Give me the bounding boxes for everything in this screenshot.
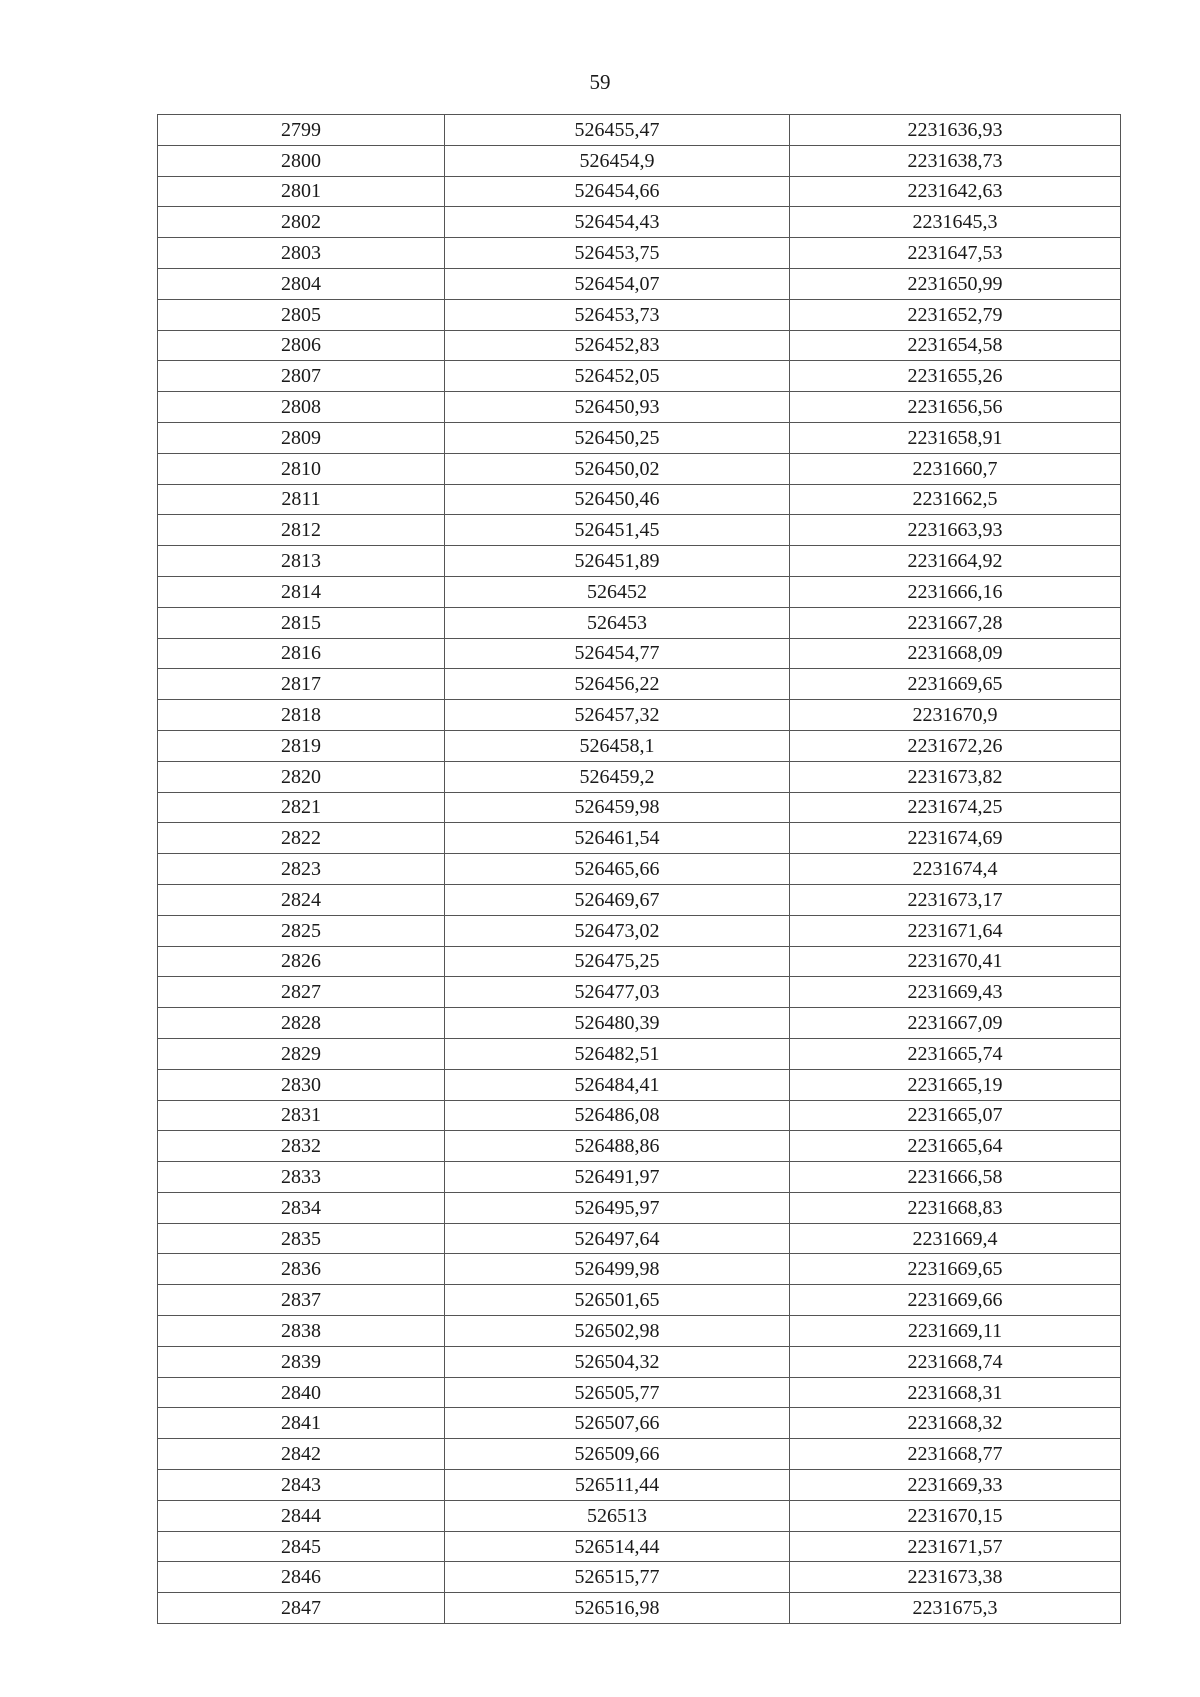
table-row — [158, 268, 1121, 299]
y-coordinate-cell: 2231673,38 — [790, 1562, 1121, 1593]
y-coordinate-cell: 2231654,58 — [790, 330, 1121, 361]
table-row — [158, 1192, 1121, 1223]
y-coordinate-cell: 2231668,77 — [790, 1439, 1121, 1470]
y-coordinate-cell: 2231667,28 — [790, 607, 1121, 638]
table-row — [158, 1223, 1121, 1254]
point-number-cell: 2828 — [158, 1008, 445, 1039]
point-number-cell: 2841 — [158, 1408, 445, 1439]
point-number-cell: 2822 — [158, 823, 445, 854]
point-number-cell: 2808 — [158, 392, 445, 423]
y-coordinate-cell: 2231669,65 — [790, 669, 1121, 700]
y-coordinate-cell: 2231660,7 — [790, 453, 1121, 484]
y-coordinate-cell: 2231669,4 — [790, 1223, 1121, 1254]
y-coordinate-cell: 2231674,25 — [790, 792, 1121, 823]
table-row — [158, 238, 1121, 269]
x-coordinate-cell: 526516,98 — [445, 1593, 790, 1624]
point-number-cell: 2801 — [158, 176, 445, 207]
table-row — [158, 1439, 1121, 1470]
x-coordinate-cell: 526461,54 — [445, 823, 790, 854]
y-coordinate-cell: 2231668,74 — [790, 1346, 1121, 1377]
x-coordinate-cell: 526454,07 — [445, 268, 790, 299]
point-number-cell: 2836 — [158, 1254, 445, 1285]
y-coordinate-cell: 2231642,63 — [790, 176, 1121, 207]
point-number-cell: 2846 — [158, 1562, 445, 1593]
table-row — [158, 1346, 1121, 1377]
table-row — [158, 607, 1121, 638]
point-number-cell: 2813 — [158, 546, 445, 577]
table-row — [158, 576, 1121, 607]
x-coordinate-cell: 526469,67 — [445, 884, 790, 915]
x-coordinate-cell: 526499,98 — [445, 1254, 790, 1285]
x-coordinate-cell: 526452,05 — [445, 361, 790, 392]
point-number-cell: 2831 — [158, 1100, 445, 1131]
point-number-cell: 2809 — [158, 422, 445, 453]
x-coordinate-cell: 526501,65 — [445, 1285, 790, 1316]
table-row — [158, 1038, 1121, 1069]
y-coordinate-cell: 2231671,64 — [790, 915, 1121, 946]
table-row — [158, 115, 1121, 146]
table-row — [158, 823, 1121, 854]
x-coordinate-cell: 526488,86 — [445, 1131, 790, 1162]
point-number-cell: 2830 — [158, 1069, 445, 1100]
x-coordinate-cell: 526453 — [445, 607, 790, 638]
y-coordinate-cell: 2231673,82 — [790, 761, 1121, 792]
x-coordinate-cell: 526454,9 — [445, 145, 790, 176]
x-coordinate-cell: 526451,45 — [445, 515, 790, 546]
point-number-cell: 2802 — [158, 207, 445, 238]
y-coordinate-cell: 2231665,19 — [790, 1069, 1121, 1100]
x-coordinate-cell: 526452,83 — [445, 330, 790, 361]
page-number: 59 — [589, 70, 611, 94]
y-coordinate-cell: 2231668,83 — [790, 1192, 1121, 1223]
coordinates-table-body — [158, 115, 1121, 1624]
x-coordinate-cell: 526450,25 — [445, 422, 790, 453]
y-coordinate-cell: 2231650,99 — [790, 268, 1121, 299]
y-coordinate-cell: 2231652,79 — [790, 299, 1121, 330]
point-number-cell: 2834 — [158, 1192, 445, 1223]
y-coordinate-cell: 2231669,11 — [790, 1316, 1121, 1347]
point-number-cell: 2810 — [158, 453, 445, 484]
x-coordinate-cell: 526515,77 — [445, 1562, 790, 1593]
x-coordinate-cell: 526458,1 — [445, 730, 790, 761]
table-row — [158, 700, 1121, 731]
y-coordinate-cell: 2231670,9 — [790, 700, 1121, 731]
x-coordinate-cell: 526452 — [445, 576, 790, 607]
y-coordinate-cell: 2231668,09 — [790, 638, 1121, 669]
table-row — [158, 1008, 1121, 1039]
y-coordinate-cell: 2231647,53 — [790, 238, 1121, 269]
point-number-cell: 2800 — [158, 145, 445, 176]
x-coordinate-cell: 526475,25 — [445, 946, 790, 977]
point-number-cell: 2806 — [158, 330, 445, 361]
table-row — [158, 977, 1121, 1008]
table-row — [158, 730, 1121, 761]
y-coordinate-cell: 2231669,33 — [790, 1470, 1121, 1501]
point-number-cell: 2827 — [158, 977, 445, 1008]
table-row — [158, 176, 1121, 207]
x-coordinate-cell: 526513 — [445, 1500, 790, 1531]
x-coordinate-cell: 526482,51 — [445, 1038, 790, 1069]
y-coordinate-cell: 2231669,65 — [790, 1254, 1121, 1285]
x-coordinate-cell: 526473,02 — [445, 915, 790, 946]
x-coordinate-cell: 526514,44 — [445, 1531, 790, 1562]
table-row — [158, 915, 1121, 946]
table-row — [158, 1377, 1121, 1408]
y-coordinate-cell: 2231669,43 — [790, 977, 1121, 1008]
table-row — [158, 145, 1121, 176]
y-coordinate-cell: 2231638,73 — [790, 145, 1121, 176]
point-number-cell: 2821 — [158, 792, 445, 823]
table-row — [158, 638, 1121, 669]
table-row — [158, 761, 1121, 792]
point-number-cell: 2824 — [158, 884, 445, 915]
y-coordinate-cell: 2231645,3 — [790, 207, 1121, 238]
point-number-cell: 2844 — [158, 1500, 445, 1531]
point-number-cell: 2833 — [158, 1162, 445, 1193]
table-row — [158, 207, 1121, 238]
x-coordinate-cell: 526459,98 — [445, 792, 790, 823]
point-number-cell: 2837 — [158, 1285, 445, 1316]
table-row — [158, 1408, 1121, 1439]
x-coordinate-cell: 526504,32 — [445, 1346, 790, 1377]
x-coordinate-cell: 526450,46 — [445, 484, 790, 515]
table-row — [158, 884, 1121, 915]
x-coordinate-cell: 526465,66 — [445, 854, 790, 885]
point-number-cell: 2843 — [158, 1470, 445, 1501]
x-coordinate-cell: 526453,73 — [445, 299, 790, 330]
point-number-cell: 2839 — [158, 1346, 445, 1377]
table-row — [158, 1562, 1121, 1593]
table-row — [158, 392, 1121, 423]
point-number-cell: 2804 — [158, 268, 445, 299]
table-row — [158, 854, 1121, 885]
table-row — [158, 669, 1121, 700]
y-coordinate-cell: 2231675,3 — [790, 1593, 1121, 1624]
point-number-cell: 2842 — [158, 1439, 445, 1470]
table-row — [158, 453, 1121, 484]
x-coordinate-cell: 526451,89 — [445, 546, 790, 577]
y-coordinate-cell: 2231667,09 — [790, 1008, 1121, 1039]
x-coordinate-cell: 526456,22 — [445, 669, 790, 700]
x-coordinate-cell: 526455,47 — [445, 115, 790, 146]
x-coordinate-cell: 526459,2 — [445, 761, 790, 792]
y-coordinate-cell: 2231666,58 — [790, 1162, 1121, 1193]
y-coordinate-cell: 2231636,93 — [790, 115, 1121, 146]
point-number-cell: 2815 — [158, 607, 445, 638]
x-coordinate-cell: 526486,08 — [445, 1100, 790, 1131]
x-coordinate-cell: 526450,93 — [445, 392, 790, 423]
y-coordinate-cell: 2231673,17 — [790, 884, 1121, 915]
point-number-cell: 2814 — [158, 576, 445, 607]
point-number-cell: 2840 — [158, 1377, 445, 1408]
x-coordinate-cell: 526457,32 — [445, 700, 790, 731]
table-row — [158, 1131, 1121, 1162]
point-number-cell: 2820 — [158, 761, 445, 792]
y-coordinate-cell: 2231668,32 — [790, 1408, 1121, 1439]
point-number-cell: 2825 — [158, 915, 445, 946]
table-row — [158, 1593, 1121, 1624]
x-coordinate-cell: 526450,02 — [445, 453, 790, 484]
x-coordinate-cell: 526454,66 — [445, 176, 790, 207]
table-row — [158, 1470, 1121, 1501]
y-coordinate-cell: 2231655,26 — [790, 361, 1121, 392]
point-number-cell: 2847 — [158, 1593, 445, 1624]
point-number-cell: 2799 — [158, 115, 445, 146]
point-number-cell: 2835 — [158, 1223, 445, 1254]
x-coordinate-cell: 526454,77 — [445, 638, 790, 669]
table-row — [158, 1100, 1121, 1131]
y-coordinate-cell: 2231672,26 — [790, 730, 1121, 761]
x-coordinate-cell: 526480,39 — [445, 1008, 790, 1039]
point-number-cell: 2832 — [158, 1131, 445, 1162]
y-coordinate-cell: 2231658,91 — [790, 422, 1121, 453]
x-coordinate-cell: 526453,75 — [445, 238, 790, 269]
x-coordinate-cell: 526454,43 — [445, 207, 790, 238]
y-coordinate-cell: 2231662,5 — [790, 484, 1121, 515]
table-row — [158, 1316, 1121, 1347]
table-row — [158, 1254, 1121, 1285]
x-coordinate-cell: 526511,44 — [445, 1470, 790, 1501]
table-row — [158, 1285, 1121, 1316]
table-row — [158, 1500, 1121, 1531]
point-number-cell: 2817 — [158, 669, 445, 700]
x-coordinate-cell: 526505,77 — [445, 1377, 790, 1408]
x-coordinate-cell: 526477,03 — [445, 977, 790, 1008]
x-coordinate-cell: 526484,41 — [445, 1069, 790, 1100]
y-coordinate-cell: 2231656,56 — [790, 392, 1121, 423]
x-coordinate-cell: 526497,64 — [445, 1223, 790, 1254]
point-number-cell: 2811 — [158, 484, 445, 515]
y-coordinate-cell: 2231664,92 — [790, 546, 1121, 577]
point-number-cell: 2829 — [158, 1038, 445, 1069]
point-number-cell: 2826 — [158, 946, 445, 977]
x-coordinate-cell: 526509,66 — [445, 1439, 790, 1470]
y-coordinate-cell: 2231665,07 — [790, 1100, 1121, 1131]
table-row — [158, 946, 1121, 977]
table-row — [158, 515, 1121, 546]
point-number-cell: 2805 — [158, 299, 445, 330]
y-coordinate-cell: 2231668,31 — [790, 1377, 1121, 1408]
y-coordinate-cell: 2231665,74 — [790, 1038, 1121, 1069]
y-coordinate-cell: 2231674,69 — [790, 823, 1121, 854]
table-row — [158, 792, 1121, 823]
table-row — [158, 361, 1121, 392]
point-number-cell: 2823 — [158, 854, 445, 885]
point-number-cell: 2816 — [158, 638, 445, 669]
y-coordinate-cell: 2231663,93 — [790, 515, 1121, 546]
table-row — [158, 330, 1121, 361]
x-coordinate-cell: 526495,97 — [445, 1192, 790, 1223]
point-number-cell: 2838 — [158, 1316, 445, 1347]
point-number-cell: 2845 — [158, 1531, 445, 1562]
table-row — [158, 546, 1121, 577]
point-number-cell: 2807 — [158, 361, 445, 392]
table-row — [158, 1069, 1121, 1100]
y-coordinate-cell: 2231670,41 — [790, 946, 1121, 977]
point-number-cell: 2812 — [158, 515, 445, 546]
point-number-cell: 2818 — [158, 700, 445, 731]
table-row — [158, 422, 1121, 453]
y-coordinate-cell: 2231665,64 — [790, 1131, 1121, 1162]
y-coordinate-cell: 2231670,15 — [790, 1500, 1121, 1531]
x-coordinate-cell: 526502,98 — [445, 1316, 790, 1347]
table-row — [158, 1162, 1121, 1193]
x-coordinate-cell: 526491,97 — [445, 1162, 790, 1193]
y-coordinate-cell: 2231671,57 — [790, 1531, 1121, 1562]
point-number-cell: 2819 — [158, 730, 445, 761]
table-row — [158, 299, 1121, 330]
table-row — [158, 1531, 1121, 1562]
coordinates-table — [157, 114, 1121, 1624]
table-row — [158, 484, 1121, 515]
y-coordinate-cell: 2231669,66 — [790, 1285, 1121, 1316]
y-coordinate-cell: 2231674,4 — [790, 854, 1121, 885]
x-coordinate-cell: 526507,66 — [445, 1408, 790, 1439]
y-coordinate-cell: 2231666,16 — [790, 576, 1121, 607]
point-number-cell: 2803 — [158, 238, 445, 269]
